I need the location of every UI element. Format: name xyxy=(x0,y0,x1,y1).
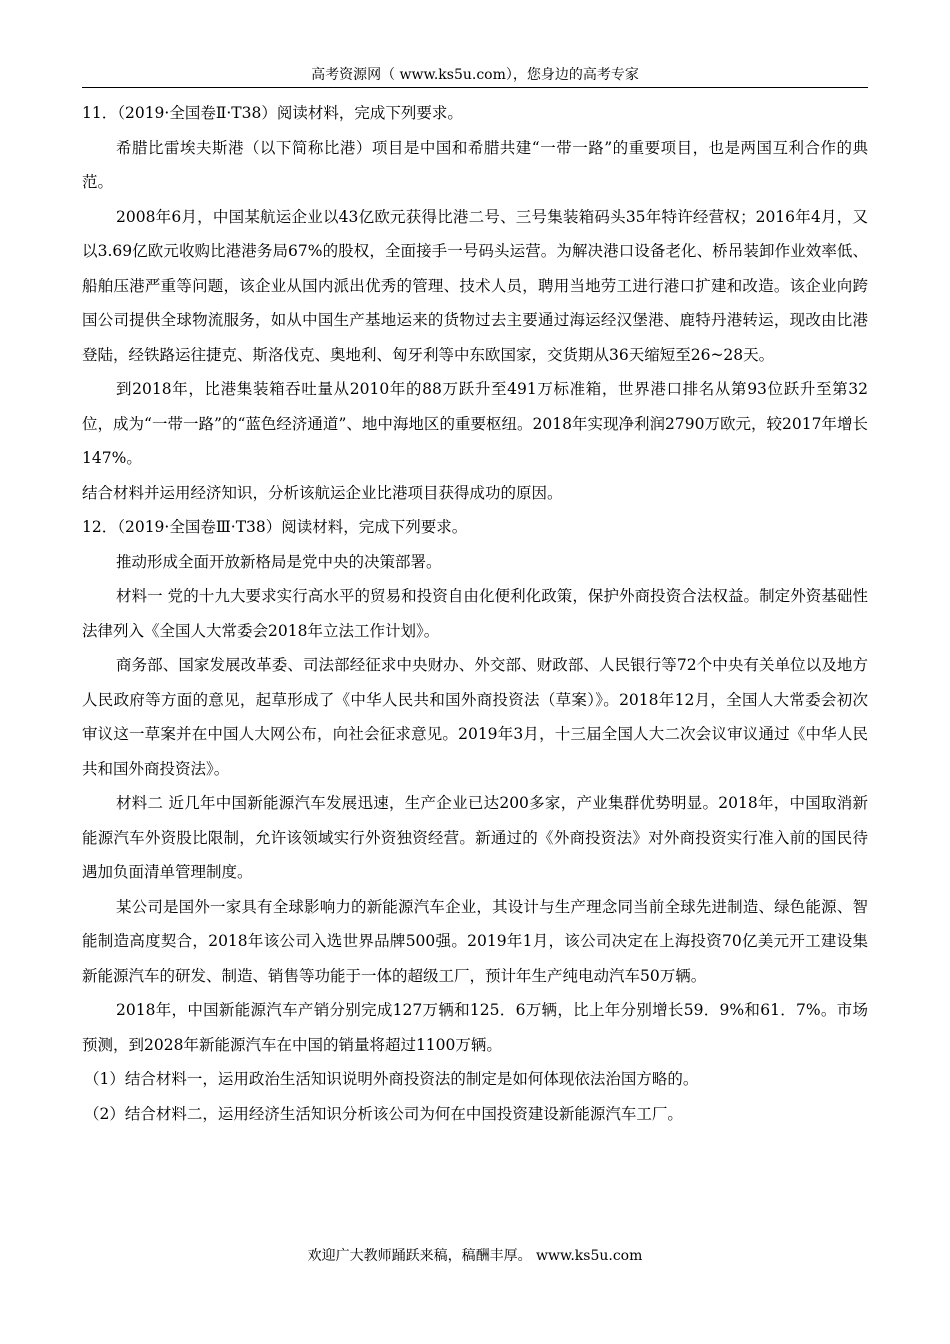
q12-sub-question-2: （2）结合材料二，运用经济生活知识分析该公司为何在中国投资建设新能源汽车工厂。 xyxy=(84,1104,683,1123)
document-body xyxy=(82,96,868,1131)
q12-intro: 推动形成全面开放新格局是党中央的决策部署。 xyxy=(116,552,442,571)
q11-question: 结合材料并运用经济知识，分析该航运企业比港项目获得成功的原因。 xyxy=(82,483,563,502)
q11-paragraph-2: 2008年6月，中国某航运企业以43亿欧元获得比港二号、三号集装箱码头35年特许经营权；2016年4月，又以3.69亿欧元收购比港港务局67%的股权，全面接手一号码头运营。为解决港口设备老化、桥吊装卸作业效率低、船舶压港严重等问题，该企业从国内派出优秀的管理、技术人员，聘用当地劳工进行港口扩建和改造。该企业向跨国公司提供全球物流服务，如从中国生产基地运来的货物过去主要通过海运经汉堡港、鹿特丹港转运，现改由比港登陆，经铁路运往捷克、斯洛伐克、奥地利、匈牙利等中东欧国家，交货期从36天缩短至26~28天。 xyxy=(82,207,868,364)
q12-material-1-part-2: 商务部、国家发展改革委、司法部经征求中央财办、外交部、财政部、人民银行等72个中央有关单位以及地方人民政府等方面的意见，起草形成了《中华人民共和国外商投资法（草案）》。2018年12月，全国人大常委会初次审议这一草案并在中国人大网公布，向社会征求意见。2019年3月，十三届全国人大二次会议审议通过《中华人民共和国外商投资法》。 xyxy=(82,656,868,778)
q11-paragraph-1: 希腊比雷埃夫斯港（以下简称比港）项目是中国和希腊共建“一带一路”的重要项目，也是两国互利合作的典范。 xyxy=(82,138,868,191)
question-12-title: 12．（2019·全国卷Ⅲ·T38）阅读材料，完成下列要求。 xyxy=(82,518,468,536)
q12-material-2-part-2: 某公司是国外一家具有全球影响力的新能源汽车企业，其设计与生产理念同当前全球先进制造、绿色能源、智能制造高度契合，2018年该公司入选世界品牌500强。2019年1月，该公司决定在上海投资70亿美元开工建设集新能源汽车的研发、制造、销售等功能于一体的超级工厂，预计年生产纯电动汽车50万辆。 xyxy=(82,897,868,985)
page-header: 高考资源网（ www.ks5u.com），您身边的高考专家 xyxy=(311,67,639,83)
header-divider xyxy=(82,87,868,88)
q12-material-2-part-3: 2018年，中国新能源汽车产销分别完成127万辆和125．6万辆，比上年分别增长59．9%和61．7%。市场预测，到2028年新能源汽车在中国的销量将超过1100万辆。 xyxy=(82,1001,868,1054)
q12-sub-question-1: （1）结合材料一，运用政治生活知识说明外商投资法的制定是如何体现依法治国方略的。 xyxy=(84,1070,699,1088)
question-11-title: 11．（2019·全国卷Ⅱ·T38）阅读材料，完成下列要求。 xyxy=(82,104,463,122)
q12-material-1-part-1: 材料一 党的十九大要求实行高水平的贸易和投资自由化便利化政策，保护外商投资合法权益。制定外资基础性法律列入《全国人大常委会2018年立法工作计划》。 xyxy=(82,587,868,640)
q11-paragraph-3: 到2018年，比港集装箱吞吐量从2010年的88万跃升至491万标准箱，世界港口排名从第93位跃升至第32位，成为“一带一路”的“蓝色经济通道”、地中海地区的重要枢纽。2018年实现净利润2790万欧元，较2017年增长147%。 xyxy=(82,380,868,467)
page-footer: 欢迎广大教师踊跃来稿，稿酬丰厚。 www.ks5u.com xyxy=(307,1248,643,1264)
q12-material-2-part-1: 材料二 近几年中国新能源汽车发展迅速，生产企业已达200多家，产业集群优势明显。2018年，中国取消新能源汽车外资股比限制，允许该领域实行外资独资经营。新通过的《外商投资法》对外商投资实行准入前的国民待遇加负面清单管理制度。 xyxy=(82,794,868,881)
